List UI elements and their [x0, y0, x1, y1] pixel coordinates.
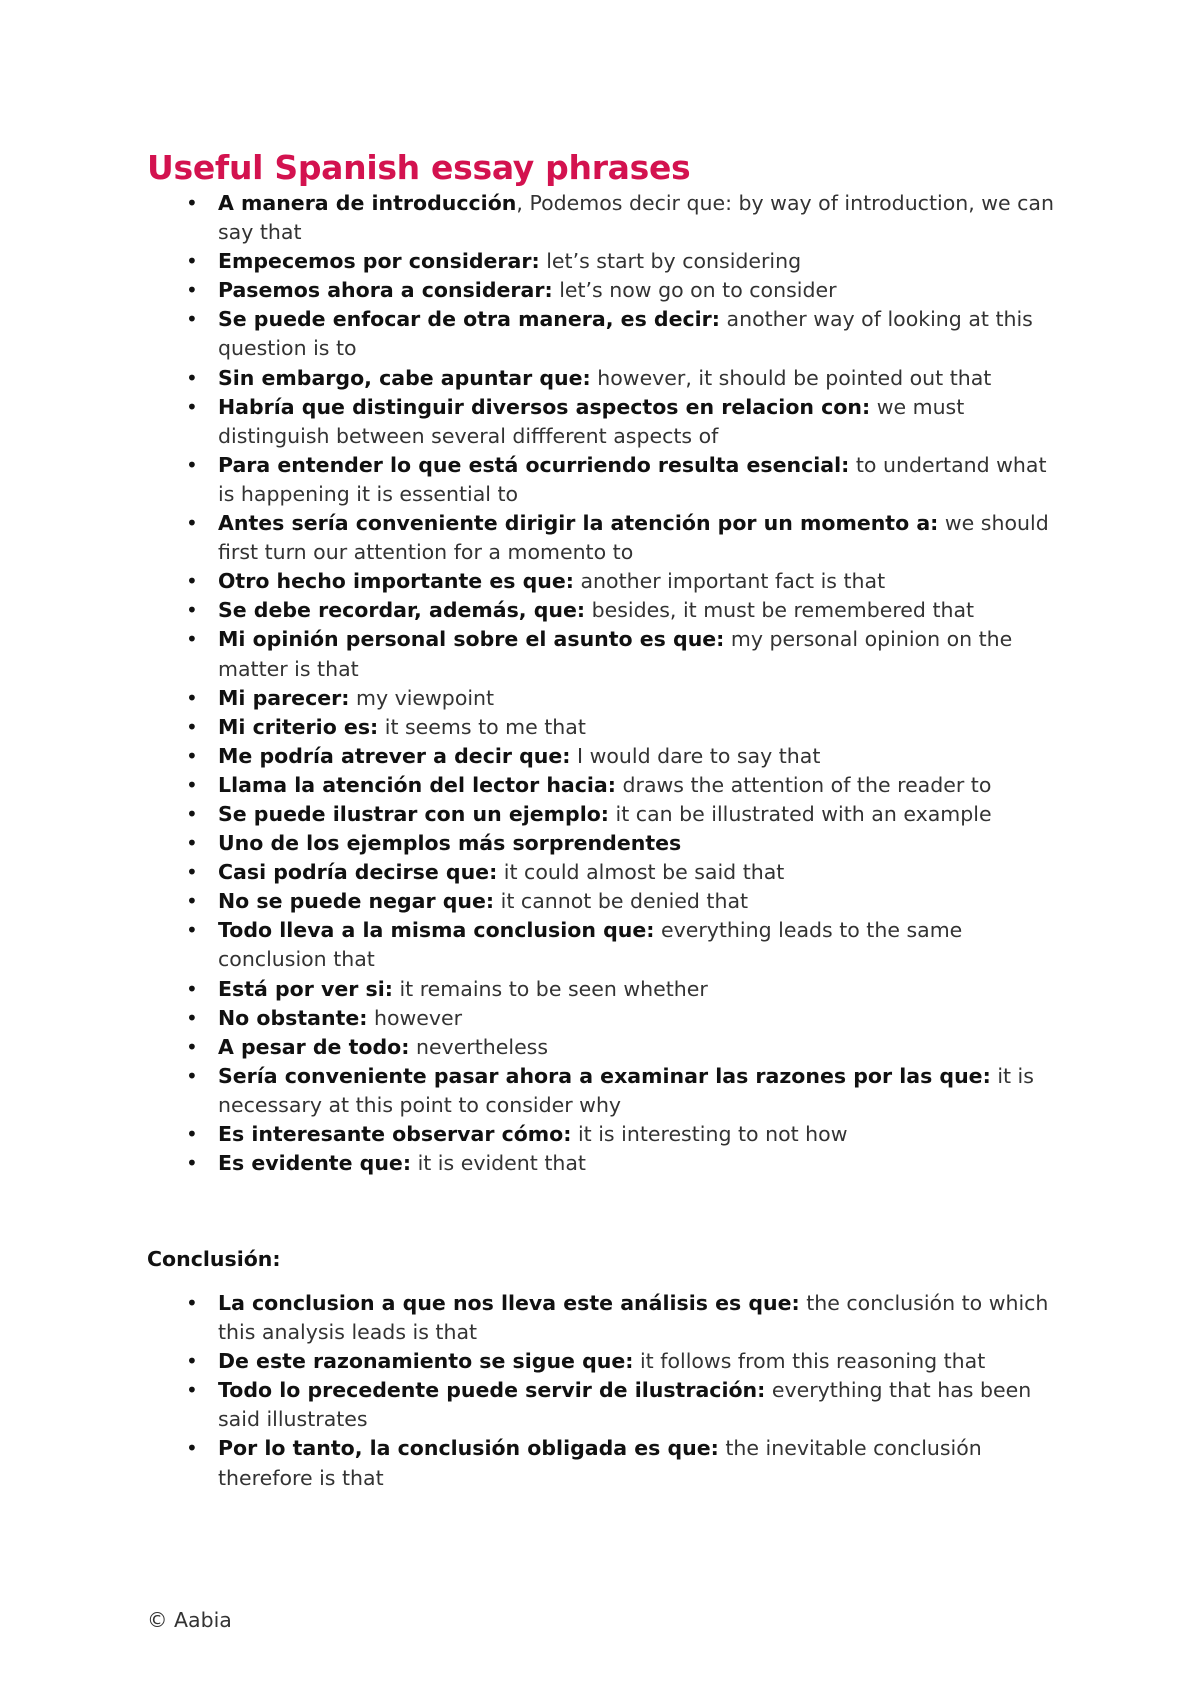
phrase-meaning: it is interesting to not how — [577, 1122, 848, 1146]
phrase-term: Habría que distinguir diversos aspectos en relacion con: — [218, 394, 871, 419]
bullet-icon: • — [186, 743, 198, 768]
phrase-meaning: everything that has been said illustrates — [218, 1378, 1032, 1432]
list-item — [186, 771, 1066, 800]
bullet-icon: • — [186, 249, 198, 274]
list-item — [186, 305, 1066, 363]
bullet-icon: • — [186, 452, 198, 477]
phrase-term: A pesar de todo: — [218, 1034, 410, 1059]
bullet-icon: • — [186, 1291, 198, 1315]
list-item — [186, 1120, 1066, 1149]
bullet-icon: • — [186, 1151, 198, 1176]
phrase-term: Me podría atrever a decir que: — [218, 743, 571, 768]
list-item — [186, 684, 1066, 713]
phrase-meaning: draws the attention of the reader to — [622, 772, 992, 797]
list-item — [186, 1434, 1066, 1492]
list-item — [186, 393, 1066, 451]
phrase-meaning: it cannot be denied that — [500, 889, 749, 914]
bullet-icon: • — [186, 860, 198, 885]
conclusion-heading: Conclusión: — [147, 1247, 281, 1271]
list-item — [186, 887, 1066, 916]
bullet-icon: • — [186, 1063, 198, 1088]
bullet-icon: • — [186, 831, 198, 856]
phrase-meaning: nevertheless — [415, 1034, 549, 1059]
phrase-term: Casi podría decirse que: — [218, 860, 498, 885]
phrase-meaning: I would dare to say that — [577, 743, 821, 768]
phrase-term: No obstante: — [218, 1005, 368, 1030]
phrase-meaning: let’s start by considering — [546, 249, 802, 274]
bullet-icon: • — [186, 1122, 198, 1146]
phrase-meaning: however — [374, 1005, 463, 1030]
list-item — [186, 189, 1066, 247]
phrase-term: Para entender lo que está ocurriendo resulta esencial: — [218, 452, 850, 477]
list-item — [186, 975, 1066, 1004]
list-item — [186, 800, 1066, 829]
phrase-term: A manera de introducción — [218, 191, 517, 215]
phrase-meaning: to undertand what is happening it is essential to — [218, 452, 1047, 506]
phrase-separator: , — [516, 191, 530, 215]
phrase-term: Está por ver si: — [218, 976, 393, 1001]
list-item — [186, 596, 1066, 625]
phrase-meaning: my viewpoint — [355, 685, 495, 710]
phrase-meaning: my personal opinion on the matter is that — [218, 627, 1013, 681]
list-item — [186, 713, 1066, 742]
bullet-icon: • — [186, 191, 198, 215]
bullet-icon: • — [186, 1436, 198, 1461]
phrase-meaning: however, it should be pointed out that — [597, 365, 992, 390]
bullet-icon: • — [186, 278, 198, 303]
phrase-term: De este razonamiento se sigue que: — [218, 1349, 634, 1374]
phrase-term: No se puede negar que: — [218, 889, 495, 914]
phrase-meaning: everything leads to the same conclusion that — [218, 918, 963, 972]
phrase-term: Empecemos por considerar: — [218, 249, 540, 274]
page-title: Useful Spanish essay phrases — [147, 148, 691, 187]
phrase-term: Llama la atención del lector hacia: — [218, 772, 616, 797]
phrase-term: Mi opinión personal sobre el asunto es que: — [218, 627, 725, 652]
list-item — [186, 1062, 1066, 1120]
bullet-icon: • — [186, 511, 198, 536]
list-item — [186, 829, 1066, 858]
phrase-term: Mi parecer: — [218, 685, 350, 710]
phrase-term: La conclusion a que nos lleva este análisis es que: — [218, 1291, 800, 1315]
phrase-meaning: we should first turn our attention for a momento to — [218, 511, 1049, 565]
phrase-term: Es interesante observar cómo: — [218, 1122, 572, 1146]
phrase-term: Todo lleva a la misma conclusion que: — [218, 918, 655, 943]
phrase-term: Sin embargo, cabe apuntar que: — [218, 365, 591, 390]
bullet-icon: • — [186, 772, 198, 797]
phrase-meaning: it remains to be seen whether — [399, 976, 708, 1001]
phrase-meaning: it is evident that — [417, 1151, 586, 1176]
list-item — [186, 858, 1066, 887]
phrase-term: Mi criterio es: — [218, 714, 379, 739]
bullet-icon: • — [186, 976, 198, 1001]
phrase-term: Es evidente que: — [218, 1151, 412, 1176]
phrase-meaning: we must distinguish between several diffferent aspects of — [218, 394, 965, 448]
bullet-icon: • — [186, 627, 198, 652]
bullet-icon: • — [186, 685, 198, 710]
copyright-footer: © Aabia — [147, 1608, 232, 1632]
bullet-icon: • — [186, 1378, 198, 1403]
phrase-term: Por lo tanto, la conclusión obligada es que: — [218, 1436, 719, 1461]
bullet-icon: • — [186, 1349, 198, 1374]
phrase-meaning: it follows from this reasoning that — [639, 1349, 986, 1374]
list-item — [186, 451, 1066, 509]
phrase-meaning: it seems to me that — [384, 714, 586, 739]
bullet-icon: • — [186, 889, 198, 914]
bullet-icon: • — [186, 569, 198, 594]
phrase-term: Se debe recordar, además, que: — [218, 598, 586, 623]
list-item — [186, 247, 1066, 276]
bullet-icon: • — [186, 714, 198, 739]
bullet-icon: • — [186, 598, 198, 623]
phrase-meaning: besides, it must be remembered that — [591, 598, 975, 623]
list-item — [186, 1149, 1066, 1178]
bullet-icon: • — [186, 918, 198, 943]
bullet-icon: • — [186, 801, 198, 826]
list-item — [186, 567, 1066, 596]
bullet-icon: • — [186, 365, 198, 390]
phrase-term: Uno de los ejemplos más sorprendentes — [218, 831, 682, 856]
list-item — [186, 1004, 1066, 1033]
list-item — [186, 276, 1066, 305]
phrase-term: Otro hecho importante es que: — [218, 569, 574, 594]
list-item — [186, 1347, 1066, 1376]
phrase-list — [186, 189, 1066, 1178]
phrase-meaning: another way of looking at this question is to — [218, 307, 1033, 361]
phrase-term: Se puede enfocar de otra manera, es decir: — [218, 307, 720, 332]
phrase-term: Antes sería conveniente dirigir la atención por un momento a: — [218, 511, 939, 536]
phrase-term: Sería conveniente pasar ahora a examinar las razones por las que: — [218, 1063, 991, 1088]
phrase-meaning: the conclusión to which this analysis leads is that — [218, 1291, 1049, 1345]
list-item — [186, 509, 1066, 567]
phrase-meaning: it is necessary at this point to consider why — [218, 1063, 1034, 1117]
list-item — [186, 1033, 1066, 1062]
phrase-term: Todo lo precedente puede servir de ilustración: — [218, 1378, 766, 1403]
list-item — [186, 742, 1066, 771]
list-item — [186, 364, 1066, 393]
bullet-icon: • — [186, 1034, 198, 1059]
phrase-term: Se puede ilustrar con un ejemplo: — [218, 801, 610, 826]
list-item — [186, 916, 1066, 974]
phrase-meaning: it could almost be said that — [503, 860, 785, 885]
phrase-term: Pasemos ahora a considerar: — [218, 278, 553, 303]
phrase-meaning: let’s now go on to consider — [559, 278, 837, 303]
phrase-meaning: Podemos decir que: by way of introduction, we can say that — [218, 191, 1054, 245]
list-item — [186, 1289, 1066, 1347]
bullet-icon: • — [186, 1005, 198, 1030]
phrase-meaning: it can be illustrated with an example — [615, 801, 992, 826]
list-item — [186, 1376, 1066, 1434]
conclusion-phrase-list — [186, 1289, 1066, 1493]
bullet-icon: • — [186, 394, 198, 419]
phrase-meaning: another important fact is that — [580, 569, 886, 594]
bullet-icon: • — [186, 307, 198, 332]
phrase-meaning: the inevitable conclusión therefore is that — [218, 1436, 982, 1490]
list-item — [186, 625, 1066, 683]
